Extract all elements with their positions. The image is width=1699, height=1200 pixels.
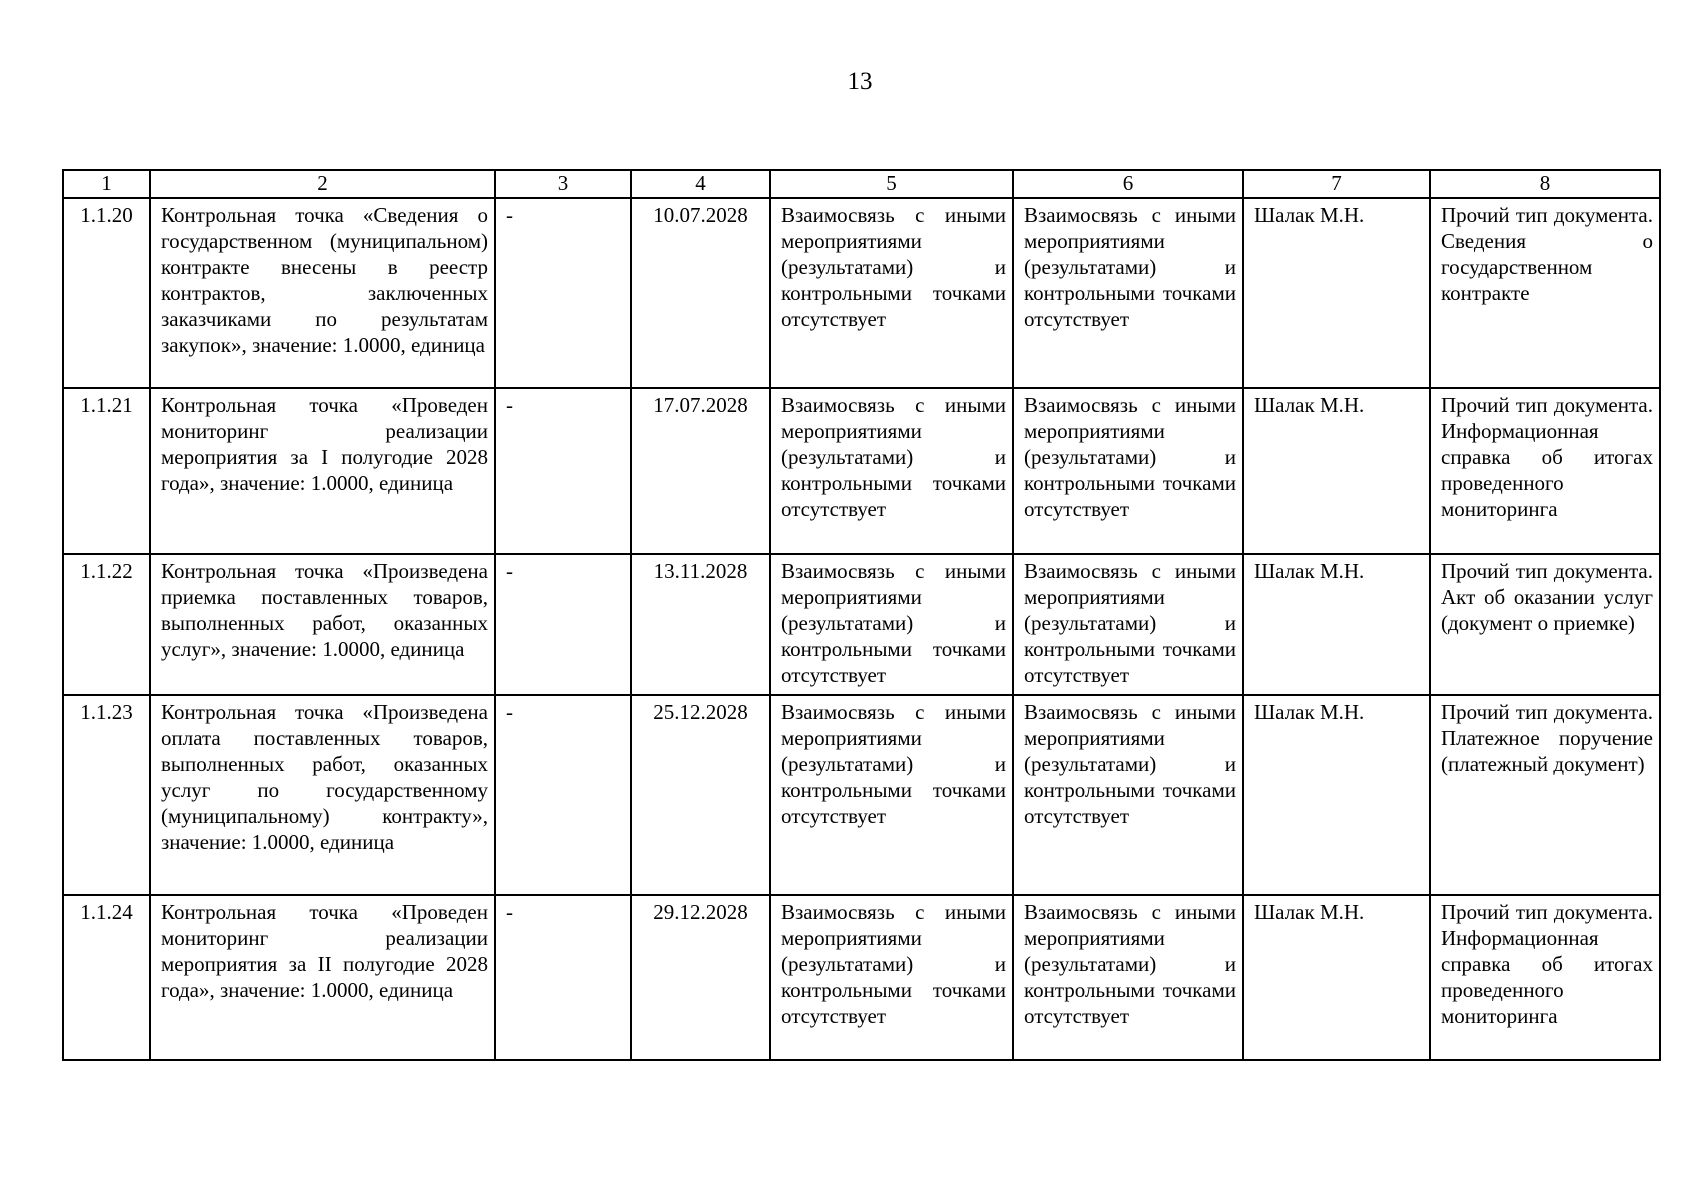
relation-with-control-points: Взаимосвязь с иными мероприятиями (результатами) и контрольными точками отсутствует xyxy=(1013,895,1243,1060)
responsible-person: Шалак М.Н. xyxy=(1243,198,1430,388)
row-number: 1.1.23 xyxy=(63,695,150,895)
document-type: Прочий тип документа. Сведения о государственном контракте xyxy=(1430,198,1660,388)
control-point-name: Контрольная точка «Проведен мониторинг реализации мероприятия за II полугодие 2028 года», значение: 1.0000, единица xyxy=(150,895,495,1060)
relation-with-activities: Взаимосвязь с иными мероприятиями (результатами) и контрольными точками отсутствует xyxy=(770,198,1013,388)
due-date: 10.07.2028 xyxy=(631,198,770,388)
due-date: 17.07.2028 xyxy=(631,388,770,554)
relation-with-activities: Взаимосвязь с иными мероприятиями (результатами) и контрольными точками отсутствует xyxy=(770,554,1013,695)
header-cell: 4 xyxy=(631,170,770,198)
relation-with-control-points: Взаимосвязь с иными мероприятиями (результатами) и контрольными точками отсутствует xyxy=(1013,695,1243,895)
column-3-value: - xyxy=(495,198,631,388)
relation-with-control-points: Взаимосвязь с иными мероприятиями (результатами) и контрольными точками отсутствует xyxy=(1013,198,1243,388)
control-point-name: Контрольная точка «Произведена оплата поставленных товаров, выполненных работ, оказанных услуг по государственному (муниципальному) контракту», значение: 1.0000, единица xyxy=(150,695,495,895)
document-type: Прочий тип документа. Платежное поручение (платежный документ) xyxy=(1430,695,1660,895)
relation-with-control-points: Взаимосвязь с иными мероприятиями (результатами) и контрольными точками отсутствует xyxy=(1013,554,1243,695)
relation-with-activities: Взаимосвязь с иными мероприятиями (результатами) и контрольными точками отсутствует xyxy=(770,388,1013,554)
responsible-person: Шалак М.Н. xyxy=(1243,895,1430,1060)
header-cell: 6 xyxy=(1013,170,1243,198)
header-cell: 7 xyxy=(1243,170,1430,198)
row-number: 1.1.20 xyxy=(63,198,150,388)
column-3-value: - xyxy=(495,388,631,554)
document-type: Прочий тип документа. Информационная справка об итогах проведенного мониторинга xyxy=(1430,388,1660,554)
table-row xyxy=(63,895,1660,1060)
column-3-value: - xyxy=(495,554,631,695)
responsible-person: Шалак М.Н. xyxy=(1243,554,1430,695)
header-cell: 3 xyxy=(495,170,631,198)
relation-with-activities: Взаимосвязь с иными мероприятиями (результатами) и контрольными точками отсутствует xyxy=(770,695,1013,895)
control-point-name: Контрольная точка «Сведения о государственном (муниципальном) контракте внесены в реестр контрактов, заключенных заказчиками по результатам закупок», значение: 1.0000, единица xyxy=(150,198,495,388)
table-row xyxy=(63,198,1660,388)
row-number: 1.1.21 xyxy=(63,388,150,554)
header-cell: 8 xyxy=(1430,170,1660,198)
row-number: 1.1.24 xyxy=(63,895,150,1060)
control-point-name: Контрольная точка «Произведена приемка поставленных товаров, выполненных работ, оказанных услуг», значение: 1.0000, единица xyxy=(150,554,495,695)
control-point-name: Контрольная точка «Проведен мониторинг реализации мероприятия за I полугодие 2028 года», значение: 1.0000, единица xyxy=(150,388,495,554)
header-row xyxy=(63,170,1660,198)
table-row xyxy=(63,554,1660,695)
due-date: 25.12.2028 xyxy=(631,695,770,895)
table-row xyxy=(63,695,1660,895)
header-cell: 5 xyxy=(770,170,1013,198)
column-3-value: - xyxy=(495,695,631,895)
relation-with-control-points: Взаимосвязь с иными мероприятиями (результатами) и контрольными точками отсутствует xyxy=(1013,388,1243,554)
due-date: 13.11.2028 xyxy=(631,554,770,695)
page-number: 13 xyxy=(847,68,873,95)
row-number: 1.1.22 xyxy=(63,554,150,695)
responsible-person: Шалак М.Н. xyxy=(1243,388,1430,554)
document-type: Прочий тип документа. Информационная справка об итогах проведенного мониторинга xyxy=(1430,895,1660,1060)
document-type: Прочий тип документа. Акт об оказании услуг (документ о приемке) xyxy=(1430,554,1660,695)
control-points-table xyxy=(62,169,1661,1061)
header-cell: 2 xyxy=(150,170,495,198)
header-cell: 1 xyxy=(63,170,150,198)
responsible-person: Шалак М.Н. xyxy=(1243,695,1430,895)
due-date: 29.12.2028 xyxy=(631,895,770,1060)
column-3-value: - xyxy=(495,895,631,1060)
table-row xyxy=(63,388,1660,554)
relation-with-activities: Взаимосвязь с иными мероприятиями (результатами) и контрольными точками отсутствует xyxy=(770,895,1013,1060)
